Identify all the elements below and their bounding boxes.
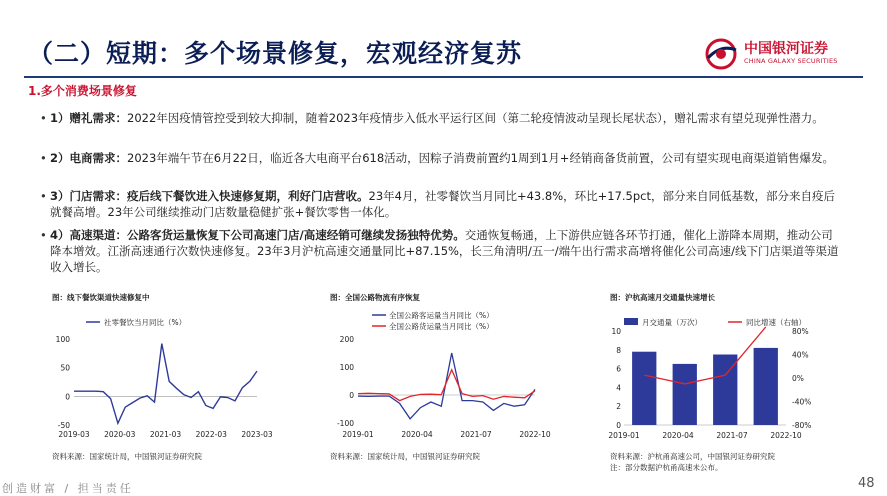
footer-slogan: 创造财富 / 担当责任 (2, 482, 134, 495)
bullet-head: 3）门店需求： (50, 189, 128, 203)
chart2-caption: 图：全国公路物流有序恢复 (330, 293, 420, 302)
bullet-ecommerce-demand: • 2）电商需求：2023年端午节在6月22日，临近各大电商平台618活动，因粽子消费前置约1周到1月+经销商备货前置，公司有望实现电商渠道销售爆发。 (40, 151, 834, 165)
chart2-highway-traffic (330, 305, 560, 445)
bullet-store-demand: • 3）门店需求：疫后线下餐饮进入快速修复期，利好门店营收。23年4月，社零餐饮当月同比+43.8%，环比+17.5pct，部分来自同低基数，部分来自疫后就餐高增。23年公司继续推动门店数量稳健扩张+餐饮零售一体化。 (40, 189, 836, 219)
brand-logo (700, 36, 870, 72)
chart3-y-tick: 2 (616, 402, 621, 412)
chart2-y-tick: 200 (339, 335, 354, 344)
bullet-head: 2）电商需求： (50, 151, 128, 165)
chart2-series-line-1 (358, 353, 535, 419)
bullet-body: 2023年端午节在6月22日，临近各大电商平台618活动，因粽子消费前置约1周到1月+经销商备货前置，公司有望实现电商渠道销售爆发。 (127, 151, 834, 165)
chart1-series-line (74, 344, 257, 424)
chart2-y-tick: -100 (336, 419, 354, 428)
chart3-legend-label-2: 同比增速（右轴） (746, 318, 806, 327)
chart2-x-tick: 2022-10 (519, 430, 551, 439)
chart1-x-tick: 2022-03 (195, 430, 227, 439)
chart3-x-tick: 2022-10 (770, 431, 802, 440)
chart3-bar (632, 352, 656, 425)
section-title: 1.多个消费场景修复 (28, 84, 137, 98)
chart3-y-tick: 10 (611, 327, 621, 336)
chart3-y2-tick: 80% (792, 327, 809, 336)
chart2-legend-label-2: 全国公路货运量当月同比（%） (389, 322, 494, 331)
bullet-body: 2022年因疫情管控受到较大抑制，随着2023年疫情步入低水平运行区间（第二轮疫情波动呈现长尾状态），赠礼需求有望兑现弹性潜力。 (127, 111, 824, 125)
chart3-legend-label-1: 月交通量（万次） (642, 318, 702, 327)
chart3-bar (673, 364, 697, 425)
chart3-y-tick: 6 (616, 364, 621, 374)
chart3-legend-swatch-1 (624, 318, 638, 325)
bullet-emphasis: 疫后线下餐饮进入快速修复期，利好门店营收。 (127, 189, 369, 203)
chart3-y2-tick: -40% (792, 397, 812, 407)
bullet-body: 23年4月，社零餐饮当月同比+43.8%，环比+17.5pct，部分来自同低基数，部分来自疫后就餐高增。23年公司继续推动门店数量稳健扩张+餐饮零售一体化。 (50, 189, 836, 219)
chart1-x-tick: 2023-03 (241, 430, 273, 439)
chart3-note: 注：部分数据沪杭甬高速未公布。 (610, 463, 723, 472)
chart1-y-tick: -50 (57, 421, 70, 430)
page-number: 48 (858, 476, 875, 491)
chart1-y-tick: 100 (55, 335, 70, 344)
chart1-legend-label: 社零餐饮当月同比（%） (104, 318, 187, 327)
chart2-x-tick: 2020-04 (401, 430, 433, 439)
logo-name-en: CHINA GALAXY SECURITIES (744, 57, 838, 65)
chart3-hangzhou-traffic (606, 305, 846, 445)
chart3-x-tick: 2020-04 (662, 431, 694, 440)
chart3-x-tick: 2019-01 (608, 431, 640, 440)
bullet-gift-demand: • 1）赠礼需求：2022年因疫情管控受到较大抑制，随着2023年疫情步入低水平运行区间（第二轮疫情波动呈现长尾状态），赠礼需求有望兑现弹性潜力。 (40, 111, 824, 125)
chart1-caption: 图：线下餐饮渠道快速修复中 (52, 293, 150, 302)
chart3-growth-line (644, 327, 766, 384)
logo-name-cn: 中国银河证券 (744, 41, 828, 57)
chart1-y-tick: 0 (65, 392, 70, 402)
chart3-y2-tick: -80% (792, 421, 812, 430)
chart2-y-tick: 0 (349, 391, 354, 400)
chart3-y2-tick: 40% (792, 350, 809, 360)
chart2-x-tick: 2021-07 (460, 430, 492, 439)
bullet-highway-channel: • 4）高速渠道：公路客货运量恢复下公司高速门店/高速经销可继续发扬独特优势。交通恢复畅通，上下游供应链各环节打通，催化上游降本周期，推动公司降本增效。江浙高速通行次数快速修复。23年3月沪杭高速交通量同比+87.15%，长三角清明/五一/端午出行需求高增将催化公司高速/线下门店渠道等渠道收入增长。 (40, 228, 839, 274)
chart2-source: 资料来源：国家统计局，中国银河证券研究院 (330, 452, 480, 461)
chart1-catering-yoy (52, 305, 282, 445)
chart2-legend-label-1: 全国公路客运量当月同比（%） (389, 311, 494, 320)
chart1-x-tick: 2020-03 (104, 430, 136, 439)
chart3-bar (754, 348, 778, 425)
chart3-y-tick: 8 (616, 345, 621, 355)
chart3-source: 资料来源：沪杭甬高速公司，中国银河证券研究院 (610, 452, 775, 461)
bullet-emphasis: 公路客货运量恢复下公司高速门店/高速经销可继续发扬独特优势。 (127, 228, 465, 242)
chart2-x-tick: 2019-01 (342, 430, 374, 439)
bullet-head: 4）高速渠道： (50, 228, 128, 242)
chart3-caption: 图：沪杭高速月交通量快速增长 (610, 293, 715, 302)
chart1-x-tick: 2021-03 (149, 430, 182, 439)
page-title: （二）短期：多个场景修复，宏观经济复苏 (28, 39, 523, 68)
chart1-x-tick: 2019-03 (58, 430, 90, 439)
bullet-head: 1）赠礼需求： (50, 111, 128, 125)
chart1-source: 资料来源：国家统计局，中国银河证券研究院 (52, 452, 202, 461)
galaxy-logo-icon (704, 38, 738, 70)
header-divider (24, 76, 863, 78)
chart2-y-tick: 100 (339, 363, 354, 372)
chart3-x-tick: 2021-07 (716, 431, 748, 440)
chart3-y-tick: 4 (616, 383, 621, 393)
chart3-y-tick: 0 (616, 421, 621, 430)
chart3-y2-tick: 0% (792, 374, 804, 383)
chart1-y-tick: 50 (60, 363, 70, 373)
bullet-body: 交通恢复畅通，上下游供应链各环节打通，催化上游降本周期，推动公司降本增效。江浙高速通行次数快速修复。23年3月沪杭高速交通量同比+87.15%，长三角清明/五一/端午出行需求高增将催化公司高速/线下门店渠道等渠道收入增长。 (50, 228, 839, 274)
